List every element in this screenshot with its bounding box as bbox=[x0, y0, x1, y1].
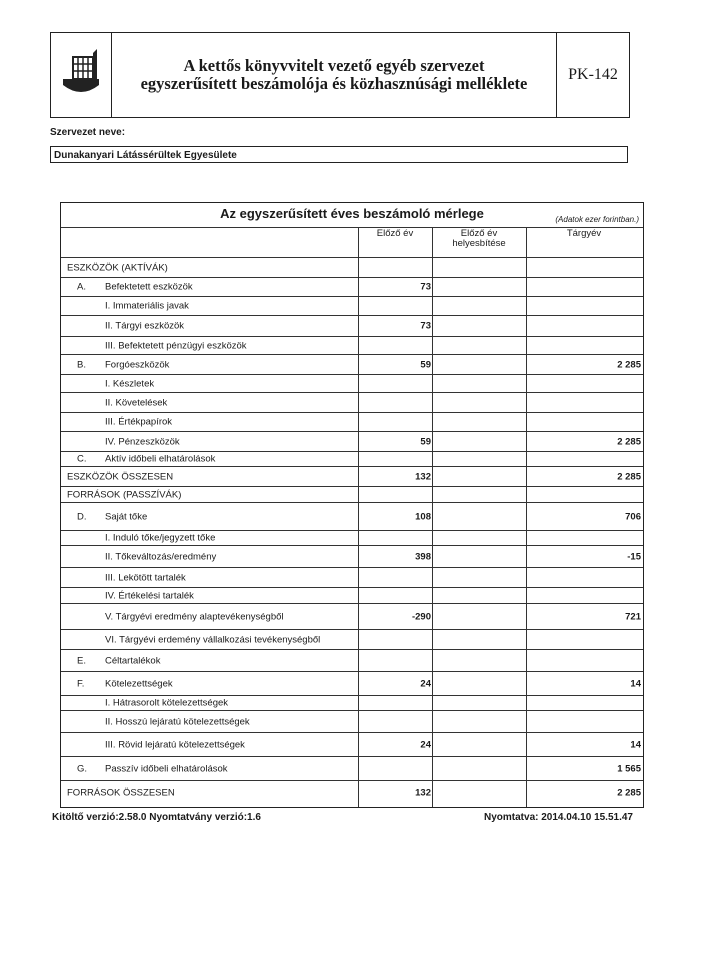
row-value-current: 2 285 bbox=[617, 436, 641, 447]
row-value-current: 2 285 bbox=[617, 359, 641, 370]
row-value-current: 14 bbox=[630, 739, 641, 750]
row-mark: F. bbox=[77, 678, 85, 689]
sheet-unit-note: (Adatok ezer forintban.) bbox=[555, 215, 639, 224]
table-row bbox=[61, 710, 643, 732]
table-row bbox=[61, 315, 643, 336]
column-header-prev: Előző év bbox=[376, 228, 414, 239]
balance-sheet-table bbox=[60, 202, 644, 808]
row-label: I. Hátrasorolt kötelezettségek bbox=[105, 697, 229, 709]
table-row bbox=[61, 502, 643, 530]
row-label: Céltartalékok bbox=[105, 655, 161, 666]
table-row bbox=[61, 671, 643, 695]
form-title-line2: egyszerűsített beszámolója és közhasznúsági melléklete bbox=[140, 74, 528, 93]
row-value-current: 2 285 bbox=[617, 471, 641, 482]
row-mark: D. bbox=[77, 511, 87, 522]
row-label: I. Immateriális javak bbox=[105, 300, 189, 312]
row-value-prev: 24 bbox=[420, 739, 431, 750]
table-row bbox=[61, 296, 643, 315]
table-row bbox=[61, 629, 643, 649]
row-value-current: 706 bbox=[625, 511, 641, 522]
row-value-current: 1 565 bbox=[617, 763, 641, 774]
form-title bbox=[111, 33, 557, 117]
column-header-current: Tárgyév bbox=[566, 228, 602, 239]
row-value-current: 2 285 bbox=[617, 787, 641, 798]
row-label: ESZKÖZÖK ÖSSZESEN bbox=[67, 471, 174, 482]
organization-name-field: Dunakanyari Látássérültek Egyesülete bbox=[50, 146, 628, 163]
table-row bbox=[61, 257, 643, 277]
row-mark: G. bbox=[77, 763, 88, 774]
row-mark: E. bbox=[77, 655, 86, 666]
table-row bbox=[61, 756, 643, 780]
table-row bbox=[61, 695, 643, 710]
crest-icon bbox=[59, 49, 103, 99]
table-row bbox=[61, 587, 643, 603]
row-label: III. Befektetett pénzügyi eszközök bbox=[105, 340, 247, 351]
sheet-title: Az egyszerűsített éves beszámoló mérlege bbox=[220, 206, 484, 221]
row-label: II. Hosszú lejáratú kötelezettségek bbox=[105, 716, 250, 727]
row-value-prev: 108 bbox=[415, 511, 431, 522]
row-label: VI. Tárgyévi erdemény vállalkozási tevékenységből bbox=[105, 634, 321, 645]
row-label: II. Tőkeváltozás/eredmény bbox=[105, 551, 217, 562]
row-label: IV. Értékelési tartalék bbox=[105, 590, 194, 601]
table-row bbox=[61, 466, 643, 486]
column-header-prev-adjustment: Előző év helyesbítése bbox=[452, 228, 506, 249]
row-value-current: -15 bbox=[627, 551, 641, 562]
form-code: PK-142 bbox=[568, 66, 618, 83]
row-label: Kötelezettségek bbox=[105, 678, 173, 689]
row-value-current: 14 bbox=[630, 678, 641, 689]
print-timestamp: Nyomtatva: 2014.04.10 15.51.47 bbox=[484, 812, 633, 823]
row-label: IV. Pénzeszközök bbox=[105, 436, 180, 447]
table-row bbox=[61, 567, 643, 587]
table-row bbox=[61, 336, 643, 354]
row-label: Aktív időbeli elhatárolások bbox=[105, 453, 216, 465]
table-row bbox=[61, 392, 643, 412]
form-header bbox=[50, 32, 630, 118]
form-title-line1: A kettős könyvvitelt vezető egyéb szervezet bbox=[183, 56, 485, 75]
row-label: FORRÁSOK ÖSSZESEN bbox=[67, 787, 175, 798]
table-row bbox=[61, 354, 643, 374]
row-label: I. Induló tőke/jegyzett tőke bbox=[105, 532, 216, 544]
row-label: II. Követelések bbox=[105, 397, 168, 408]
table-row bbox=[61, 603, 643, 629]
row-label: ESZKÖZÖK (AKTÍVÁK) bbox=[67, 262, 168, 273]
row-label: Saját tőke bbox=[105, 511, 148, 522]
row-label: III. Rövid lejáratú kötelezettségek bbox=[105, 739, 245, 750]
row-label: Passzív időbeli elhatárolások bbox=[105, 763, 228, 774]
row-value-prev: 59 bbox=[420, 436, 431, 447]
row-label: III. Lekötött tartalék bbox=[105, 572, 186, 583]
table-row bbox=[61, 780, 643, 804]
table-row bbox=[61, 431, 643, 451]
table-row bbox=[61, 649, 643, 671]
table-row bbox=[61, 530, 643, 545]
table-row bbox=[61, 412, 643, 431]
row-value-prev: 398 bbox=[415, 551, 431, 562]
row-label: II. Tárgyi eszközök bbox=[105, 320, 185, 332]
table-row bbox=[61, 451, 643, 466]
table-row bbox=[61, 732, 643, 756]
table-row bbox=[61, 486, 643, 502]
row-value-prev: 132 bbox=[415, 471, 431, 482]
row-value-prev: 73 bbox=[420, 320, 431, 332]
row-label: Forgóeszközök bbox=[105, 359, 170, 370]
table-row bbox=[61, 374, 643, 392]
row-label: III. Értékpapírok bbox=[105, 416, 173, 428]
filler-version-text: Kitöltő verzió:2.58.0 Nyomtatvány verzió:1.6 bbox=[52, 812, 261, 823]
row-label: FORRÁSOK (PASSZÍVÁK) bbox=[67, 489, 182, 500]
row-value-current: 721 bbox=[625, 611, 641, 622]
row-value-prev: 59 bbox=[420, 359, 431, 370]
table-row bbox=[61, 545, 643, 567]
row-mark: B. bbox=[77, 359, 86, 370]
organization-label: Szervezet neve: bbox=[50, 127, 126, 138]
row-label: Befektetett eszközök bbox=[105, 281, 193, 293]
row-mark: A. bbox=[77, 281, 86, 293]
row-value-prev: 24 bbox=[420, 678, 431, 689]
row-label: I. Készletek bbox=[105, 378, 155, 389]
row-mark: C. bbox=[77, 453, 87, 465]
row-value-prev: -290 bbox=[411, 611, 431, 622]
table-row bbox=[61, 277, 643, 296]
row-value-prev: 132 bbox=[415, 787, 431, 798]
row-label: V. Tárgyévi eredmény alaptevékenységből bbox=[105, 611, 284, 622]
row-value-prev: 73 bbox=[420, 281, 431, 293]
